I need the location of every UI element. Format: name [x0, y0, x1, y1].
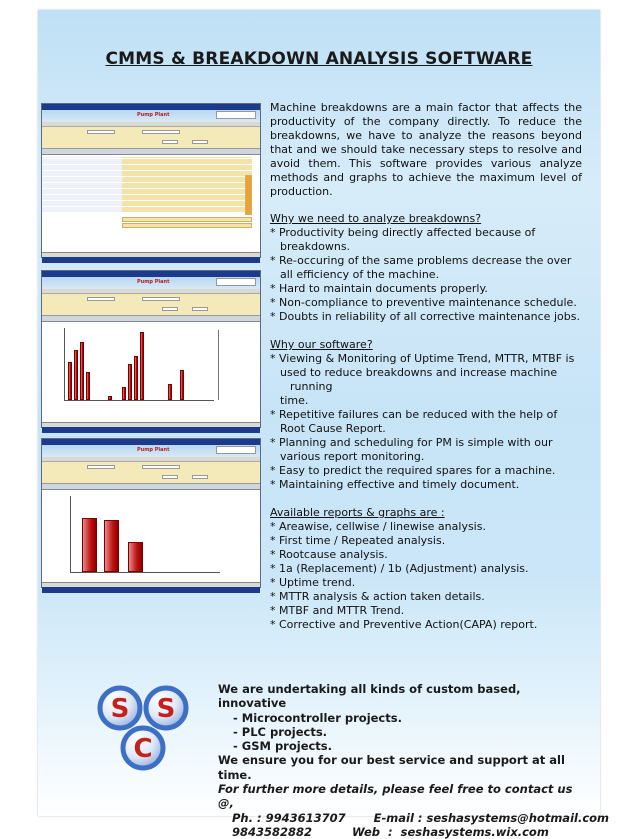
list-item: * Re-occuring of the same problems decrease the over: [270, 254, 572, 267]
list-item: * Rootcause analysis.: [270, 548, 388, 561]
screenshot-table-view: [41, 103, 261, 258]
list-item: * Planning and scheduling for PM is simple with our: [270, 436, 553, 449]
list-item: * Maintaining effective and timely document.: [270, 478, 520, 491]
ssc-logo: [94, 680, 194, 780]
list-item: various report monitoring.: [280, 450, 425, 463]
project-item: - PLC projects.: [233, 724, 328, 739]
list-item: * Doubts in reliability of all corrective maintenance jobs.: [270, 310, 580, 323]
screenshot-bar-chart-1: [41, 270, 261, 428]
reports-heading: Available reports & graphs are :: [270, 506, 445, 519]
project-item: - Microcontroller projects.: [233, 710, 402, 725]
chart-area: [42, 490, 260, 582]
logo-letter: C: [133, 734, 153, 764]
list-item: * Viewing & Monitoring of Uptime Trend, MTTR, MTBF is: [270, 352, 575, 365]
contact-invite: For further more details, please feel free to contact us @,: [218, 782, 573, 811]
service-line: We ensure you for our best service and support at all time.: [218, 753, 565, 782]
list-item: * Hard to maintain documents properly.: [270, 282, 488, 295]
list-item: * Easy to predict the required spares for a machine.: [270, 464, 556, 477]
table-area: [42, 155, 260, 252]
list-item: * Areawise, cellwise / linewise analysis.: [270, 520, 486, 533]
why-analyze-heading: Why we need to analyze breakdowns?: [270, 212, 482, 225]
list-item: * First time / Repeated analysis.: [270, 534, 446, 547]
contact-intro: We are undertaking all kinds of custom based, innovative: [218, 682, 521, 711]
list-item: * Corrective and Preventive Action(CAPA) report.: [270, 618, 538, 631]
project-item: - GSM projects.: [233, 739, 333, 754]
description-column: [270, 101, 582, 632]
list-item: Root Cause Report.: [280, 422, 386, 435]
list-item: * Non-compliance to preventive maintenance schedule.: [270, 296, 577, 309]
list-item: * Productivity being directly affected because of breakdowns.: [270, 226, 536, 253]
app-title: Pump Plant: [137, 112, 170, 118]
list-item: * Uptime trend.: [270, 576, 356, 589]
list-item: all efficiency of the machine.: [280, 268, 440, 281]
app-title: Pump Plant: [137, 279, 170, 285]
list-item: time.: [280, 394, 309, 407]
phone-email-line: Ph. : 9943613707 E-mail : seshasystems@hotmail.com: [232, 810, 610, 825]
intro-paragraph: Machine breakdowns are a main factor that affects the productivity of the company directly. To reduce the breakdowns, we have to analyze the reasons beyond that and we should take necessary steps to resolve and avoid them. This software provides various analyze methods and graphs to achieve the maximum level of production.: [270, 101, 582, 198]
page-title: CMMS & BREAKDOWN ANALYSIS SOFTWARE: [105, 49, 533, 69]
list-item: * Repetitive failures can be reduced with the help of: [270, 408, 558, 421]
contact-block: [218, 682, 610, 839]
list-item: * 1a (Replacement) / 1b (Adjustment) analysis.: [270, 562, 529, 575]
why-software-heading: Why our software?: [270, 338, 373, 351]
phone-web-line: 9843582882 Web : seshasystems.wix.com: [232, 824, 549, 839]
logo-letter: S: [156, 694, 176, 724]
chart-area: [42, 322, 260, 422]
list-item: * MTBF and MTTR Trend.: [270, 604, 405, 617]
app-title: Pump Plant: [137, 447, 170, 453]
list-item: * MTTR analysis & action taken details.: [270, 590, 485, 603]
screenshot-bar-chart-2: [41, 438, 261, 588]
logo-letter: S: [110, 694, 130, 724]
list-item: used to reduce breakdowns and increase machine running: [280, 366, 558, 393]
